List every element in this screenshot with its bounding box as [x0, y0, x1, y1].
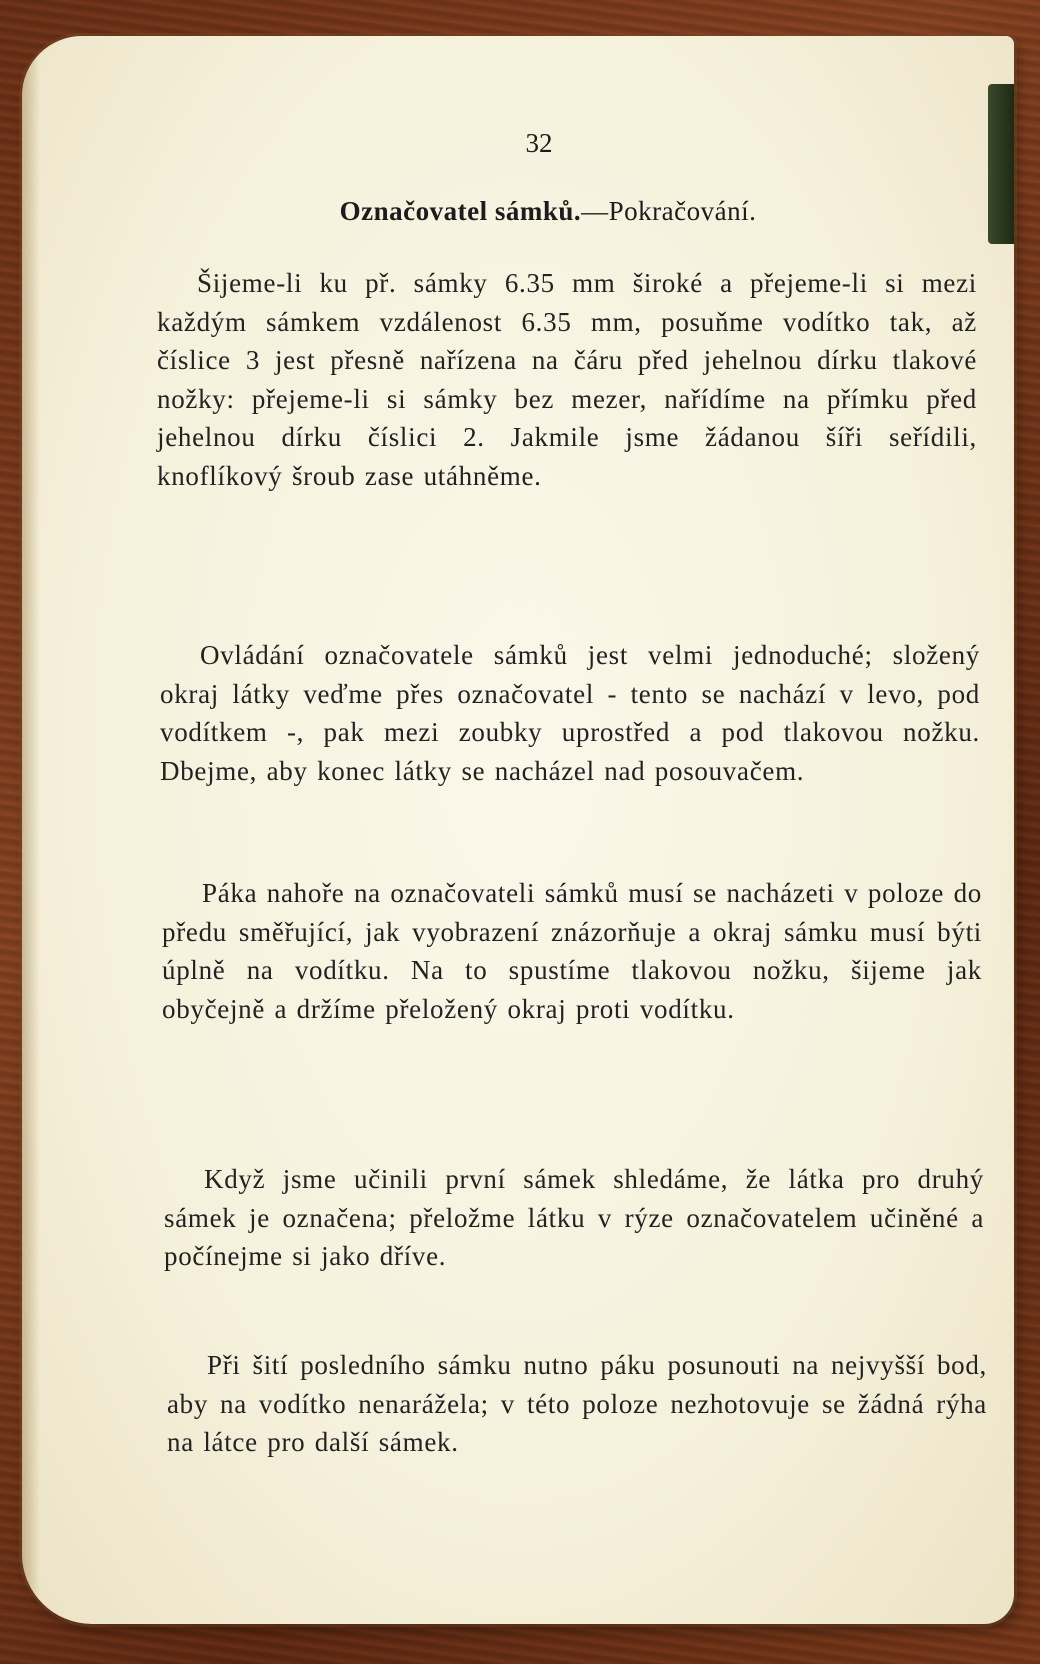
heading-title: Označovatel sámků.	[339, 196, 582, 226]
paragraph-4	[164, 1160, 984, 1276]
paragraph-5	[167, 1346, 987, 1462]
paragraph-text: Ovládání označovatele sámků jest velmi jednoduché; složený okraj látky veďme přes označovatel - tento se nachází v levo, pod vodítkem -, pak mezi zoubky uprostřed a pod tlakovou nožku. Dbejme, aby konec látky se nacházel nad posouvačem.	[160, 640, 980, 786]
page-number: 32	[525, 128, 553, 158]
paragraph-text: Při šití posledního sámku nutno páku posunouti na nejvyšší bod, aby na vodítko nenarážela; v této poloze nezhotovuje se žádná rýha na látce pro další sámek.	[167, 1350, 987, 1458]
paragraph-3	[162, 874, 982, 1028]
paragraph-2	[160, 636, 980, 790]
book-page	[22, 36, 1014, 1624]
paragraph-text: Páka nahoře na označovateli sámků musí se nacházeti v poloze do předu směřující, jak vyobrazení znázorňuje a okraj sámku musí býti úplně na vodítku. Na to spustíme tlakovou nožku, šijeme jak obyčejně a držíme přeložený okraj proti vodítku.	[162, 878, 982, 1024]
heading-continuation: —Pokračování.	[581, 196, 757, 226]
paragraph-text: Šijeme-li ku př. sámky 6.35 mm široké a přejeme-li si mezi každým sámkem vzdálenost 6.35 mm, posuňme vodítko tak, až číslice 3 jest přesně nařízena na čáru před jehelnou dírku tlakové nožky: přejeme-li si sámky bez mezer, nařídíme na přímku před jehelnou dírku číslici 2. Jakmile jsme žádanou šíři seřídili, knoflíkový šroub zase utáhněme.	[157, 268, 977, 491]
page-heading	[22, 196, 1014, 227]
paragraph-text: Když jsme učinili první sámek shledáme, že látka pro druhý sámek je označena; přeložme látku v rýze označovatelem učiněné a počínejme si jako dříve.	[164, 1164, 984, 1272]
paragraph-1	[157, 264, 977, 496]
